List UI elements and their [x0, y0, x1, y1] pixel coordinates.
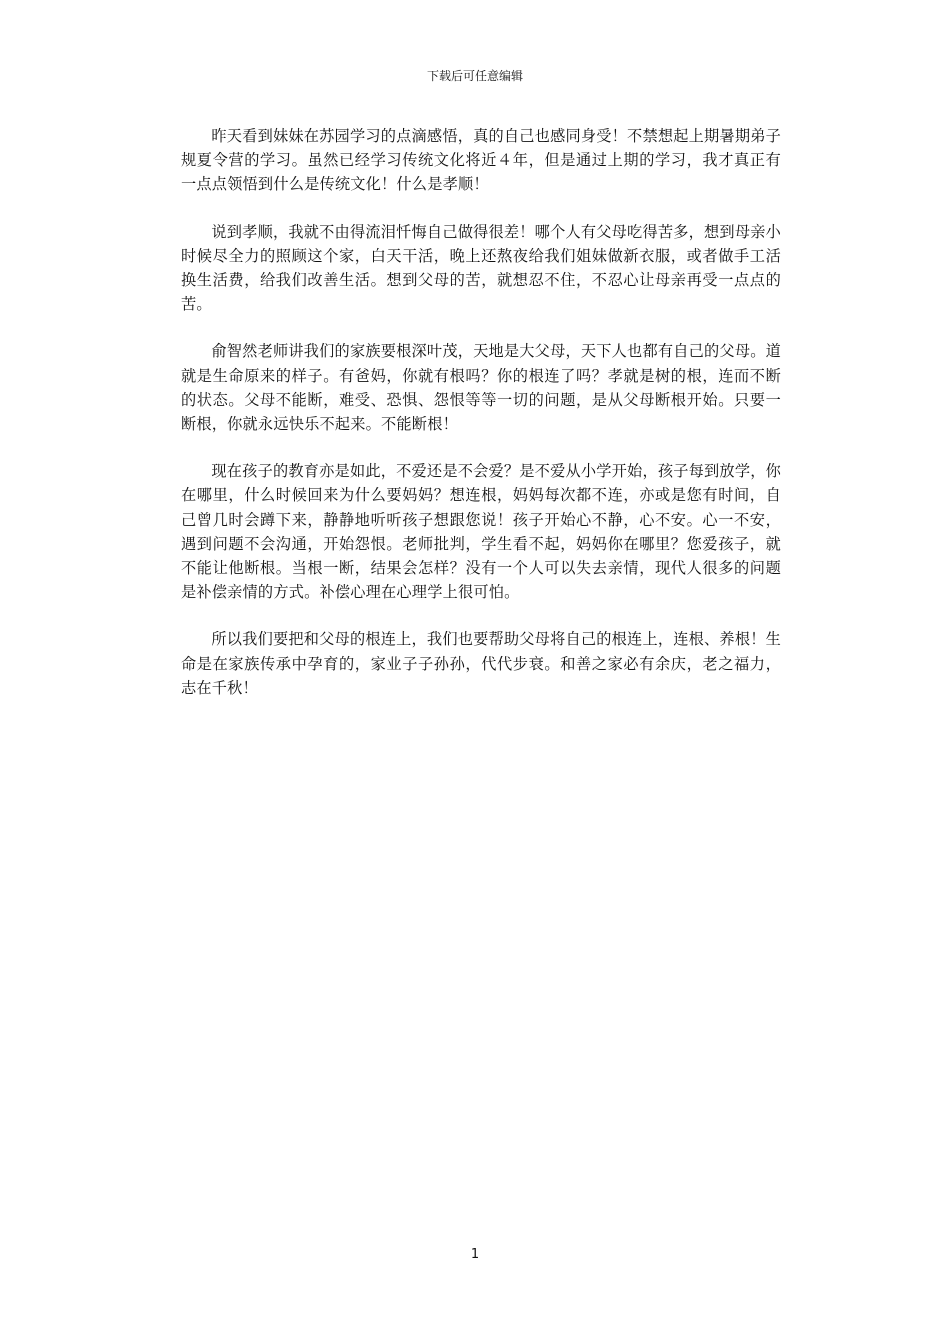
paragraph-5: 所以我们要把和父母的根连上，我们也要帮助父母将自己的根连上，连根、养根！生命是在家族传承中孕育的，家业子子孙孙，代代步衰。和善之家必有余庆，老之福力，志在千秋！	[181, 630, 781, 697]
paragraph-2: 说到孝顺，我就不由得流泪忏悔自己做得很差！哪个人有父母吃得苦多，想到母亲小时候尽全力的照顾这个家，白天干活，晚上还熬夜给我们姐妹做新衣服，或者做手工活换生活费，给我们改善生活。想到父母的苦，就想忍不住，不忍心让母亲再受一点点的苦。	[181, 222, 781, 314]
page-number: 1	[470, 1247, 480, 1262]
document-body	[181, 124, 781, 723]
paragraph-4: 现在孩子的教育亦是如此，不爱还是不会爱？是不爱从小学开始，孩子每到放学，你在哪里，什么时候回来为什么要妈妈？想连根，妈妈每次都不连，亦或是您有时间，自己曾几时会蹲下来，静静地听听孩子想跟您说！孩子开始心不静，心不安。心一不安，遇到问题不会沟通，开始怨恨。老师批判，学生看不起，妈妈你在哪里？您爱孩子，就不能让他断根。当根一断，结果会怎样？没有一个人可以失去亲情，现代人很多的问题是补偿亲情的方式。补偿心理在心理学上很可怕。	[181, 462, 781, 602]
page-header: 下载后可任意编辑	[426, 69, 523, 83]
paragraph-3: 俞智然老师讲我们的家族要根深叶茂，天地是大父母，天下人也都有自己的父母。道就是生命原来的样子。有爸妈，你就有根吗？你的根连了吗？孝就是树的根，连而不断的状态。父母不能断，难受、恐惧、怨恨等等一切的问题，是从父母断根开始。只要一断根，你就永远快乐不起来。不能断根！	[181, 342, 781, 434]
paragraph-1: 昨天看到妹妹在苏园学习的点滴感悟，真的自己也感同身受！不禁想起上期暑期弟子规夏令营的学习。虽然已经学习传统文化将近４年，但是通过上期的学习，我才真正有一点点领悟到什么是传统文化！什么是孝顺！	[181, 127, 781, 194]
